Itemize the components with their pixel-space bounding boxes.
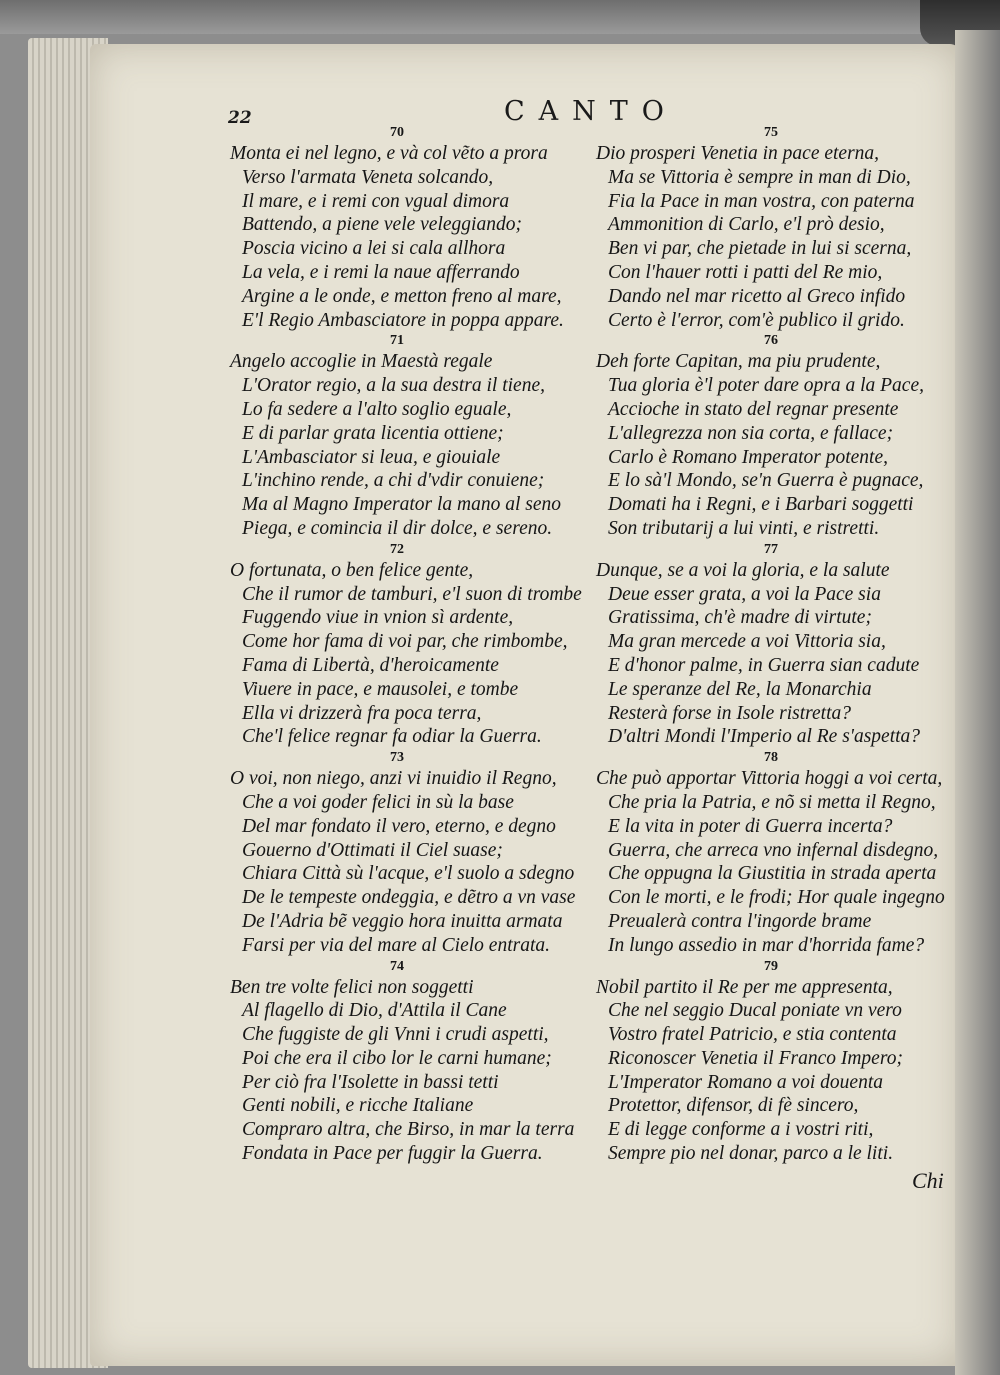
verse-line: Nobil partito il Re per me appresenta, [596, 976, 893, 998]
verse-line: Con l'hauer rotti i patti del Re mio, [608, 261, 883, 283]
verse-line: Che'l felice regnar fa odiar la Guerra. [242, 726, 542, 748]
verse-line: Dio prosperi Venetia in pace eterna, [596, 143, 880, 164]
verse-line: Chiara Città sù l'acque, e'l suolo a sdegno [242, 863, 575, 885]
verse-line: Poscia vicino a lei si cala allhora [242, 238, 506, 260]
verse-line: Deh forte Capitan, ma piu prudente, [596, 351, 881, 373]
verse-line: Compraro altra, che Birso, in mar la terra [242, 1119, 575, 1141]
verse-line: Sempre pio nel donar, parco a le liti. [608, 1143, 894, 1165]
verse-line: Fuggendo viue in vnion sì ardente, [242, 607, 514, 629]
verse-line: Accioche in stato del regnar presente [608, 398, 899, 420]
verse-line: Riconoscer Venetia il Franco Impero; [608, 1047, 903, 1069]
verse-line: Fondata in Pace per fuggir la Guerra. [242, 1143, 543, 1165]
scan-background-top [0, 0, 1000, 34]
verse-line: Che fuggiste de gli Vnni i crudi aspetti, [242, 1024, 549, 1046]
stanza-number: 73 [390, 750, 404, 766]
verse-line: E di legge conforme a i vostri riti, [608, 1119, 874, 1141]
verse-line: Verso l'armata Veneta solcando, [242, 166, 494, 188]
verse-line: Che il rumor de tamburi, e'l suon di trombe [242, 583, 582, 605]
stanza [596, 124, 966, 332]
verse-line: Son tributarij a lui vinti, e ristretti. [608, 517, 880, 539]
verse-line: Fia la Pace in man vostra, con paterna [608, 190, 915, 212]
verse-line: Che può apportar Vittoria hoggi a voi certa, [596, 768, 943, 790]
left-column [230, 124, 600, 1166]
verse-line: Che nel seggio Ducal poniate vn vero [608, 1000, 902, 1022]
verse-line: Piega, e comincia il dir dolce, e sereno. [242, 517, 553, 539]
stanza-number: 78 [764, 750, 778, 766]
stanza [230, 332, 600, 540]
verse-line: Deue esser grata, a voi la Pace sia [608, 583, 881, 605]
verse-line: L'allegrezza non sia corta, e fallace; [608, 422, 894, 444]
verse-line: Come hor fama di voi par, che rimbombe, [242, 631, 568, 653]
stanza [596, 541, 966, 749]
verse-line: Fama di Libertà, d'heroicamente [242, 654, 499, 676]
verse-line: L'Imperator Romano a voi douenta [608, 1071, 883, 1093]
verse-line: Resterà forse in Isole ristretta? [608, 702, 852, 724]
verse-line: Ma se Vittoria è sempre in man di Dio, [608, 166, 911, 188]
verse-line: De le tempeste ondeggia, e dẽtro a vn vase [242, 887, 576, 909]
verse-line: E la vita in poter di Guerra incerta? [608, 815, 893, 837]
verse-line: O fortunata, o ben felice gente, [230, 559, 474, 581]
verse-line: Per ciò fra l'Isolette in bassi tetti [242, 1071, 499, 1093]
verse-line: Dando nel mar ricetto al Greco infido [608, 285, 906, 307]
verse-line: Domati ha i Regni, e i Barbari soggetti [608, 494, 914, 516]
verse-line: E di parlar grata licentia ottiene; [242, 422, 504, 444]
verse-line: Del mar fondato il vero, eterno, e degno [242, 815, 556, 837]
stanza [230, 749, 600, 957]
stanza-number: 77 [764, 541, 778, 557]
verse-line: Ma al Magno Imperator la mano al seno [242, 494, 562, 516]
right-column [596, 124, 966, 1166]
verse-line: Guerra, che arreca vno infernal disdegno, [608, 839, 939, 861]
verse-line: Farsi per via del mare al Cielo entrata. [242, 934, 550, 956]
stanza [596, 749, 966, 957]
stanza-number: 75 [764, 125, 778, 140]
verse-line: Argine a le onde, e metton freno al mare, [242, 285, 562, 307]
verse-line: Angelo accoglie in Maestà regale [230, 351, 493, 373]
stanza-number: 79 [764, 958, 778, 974]
verse-line: Le speranze del Re, la Monarchia [608, 678, 872, 700]
verse-line: Ma gran mercede a voi Vittoria sia, [608, 631, 886, 653]
stanza-number: 76 [764, 333, 778, 349]
verse-line: E lo sà'l Mondo, se'n Guerra è pugnace, [608, 470, 924, 492]
stanza [596, 332, 966, 540]
verse-line: Protettor, difensor, di fè sincero, [608, 1095, 859, 1117]
verse-line: Battendo, a piene vele veleggiando; [242, 214, 522, 236]
verse-line: Al flagello di Dio, d'Attila il Cane [242, 1000, 507, 1022]
verse-line: In lungo assedio in mar d'horrida fame? [608, 934, 925, 956]
verse-line: La vela, e i remi la naue afferrando [242, 261, 520, 283]
verse-line: Che pria la Patria, e nõ si metta il Regno, [608, 791, 936, 813]
stanza [596, 958, 966, 1166]
verse-line: Lo fa sedere a l'alto soglio eguale, [242, 398, 512, 420]
verse-line: Carlo è Romano Imperator potente, [608, 446, 889, 468]
verse-line: Il mare, e i remi con vgual dimora [242, 190, 510, 212]
page-number: 22 [228, 108, 252, 128]
verse-line: L'Orator regio, a la sua destra il tiene, [242, 375, 545, 397]
verse-line: E d'honor palme, in Guerra sian cadute [608, 654, 920, 676]
verse-line: L'Ambasciator si leua, e giouiale [242, 446, 501, 468]
stanza [230, 541, 600, 749]
verse-line: L'inchino rende, a chi d'vdir conuiene; [242, 470, 545, 492]
verse-line: Preualerà contra l'ingorde brame [608, 910, 872, 932]
verse-line: Viuere in pace, e mausolei, e tombe [242, 678, 519, 700]
verse-line: Gratissima, ch'è madre di virtute; [608, 607, 872, 629]
verse-line: Certo è l'error, com'è publico il grido. [608, 309, 905, 331]
running-title: CANTO [504, 96, 678, 127]
verse-line: Vostro fratel Patricio, e stia contenta [608, 1024, 897, 1046]
verse-line: De l'Adria bẽ veggio hora inuitta armata [242, 910, 563, 932]
verse-line: Dunque, se a voi la gloria, e la salute [596, 559, 890, 581]
verse-line: Ammonition di Carlo, e'l prò desio, [608, 214, 885, 236]
stanza-number: 74 [390, 958, 404, 974]
stanza-number: 72 [390, 541, 404, 557]
verse-line: Genti nobili, e ricche Italiane [242, 1095, 474, 1117]
verse-line: Gouerno d'Ottimati il Ciel suase; [242, 839, 503, 861]
verse-line: Che a voi goder felici in sù la base [242, 791, 514, 813]
stanza [230, 124, 600, 332]
stanza [230, 958, 600, 1166]
stanza-number: 71 [390, 333, 404, 349]
verse-line: Con le morti, e le frodi; Hor quale ingegno [608, 887, 945, 909]
verse-line: Ben tre volte felici non soggetti [230, 976, 474, 998]
catchword: Chi [912, 1168, 944, 1193]
verse-line: O voi, non niego, anzi vi inuidio il Regno, [230, 768, 557, 790]
verse-line: Tua gloria è'l poter dare opra a la Pace, [608, 375, 924, 397]
verse-line: E'l Regio Ambasciatore in poppa appare. [242, 309, 564, 331]
verse-line: Che oppugna la Giustitia in strada aperta [608, 863, 937, 885]
verse-line: D'altri Mondi l'Imperio al Re s'aspetta? [608, 726, 921, 748]
stanza-number: 70 [390, 125, 404, 140]
verse-line: Ella vi drizzerà fra poca terra, [242, 702, 482, 724]
verse-line: Poi che era il cibo lor le carni humane; [242, 1047, 552, 1069]
verse-line: Ben vi par, che pietade in lui si scerna, [608, 238, 912, 260]
verse-line: Monta ei nel legno, e và col vẽto a prora [230, 143, 548, 164]
